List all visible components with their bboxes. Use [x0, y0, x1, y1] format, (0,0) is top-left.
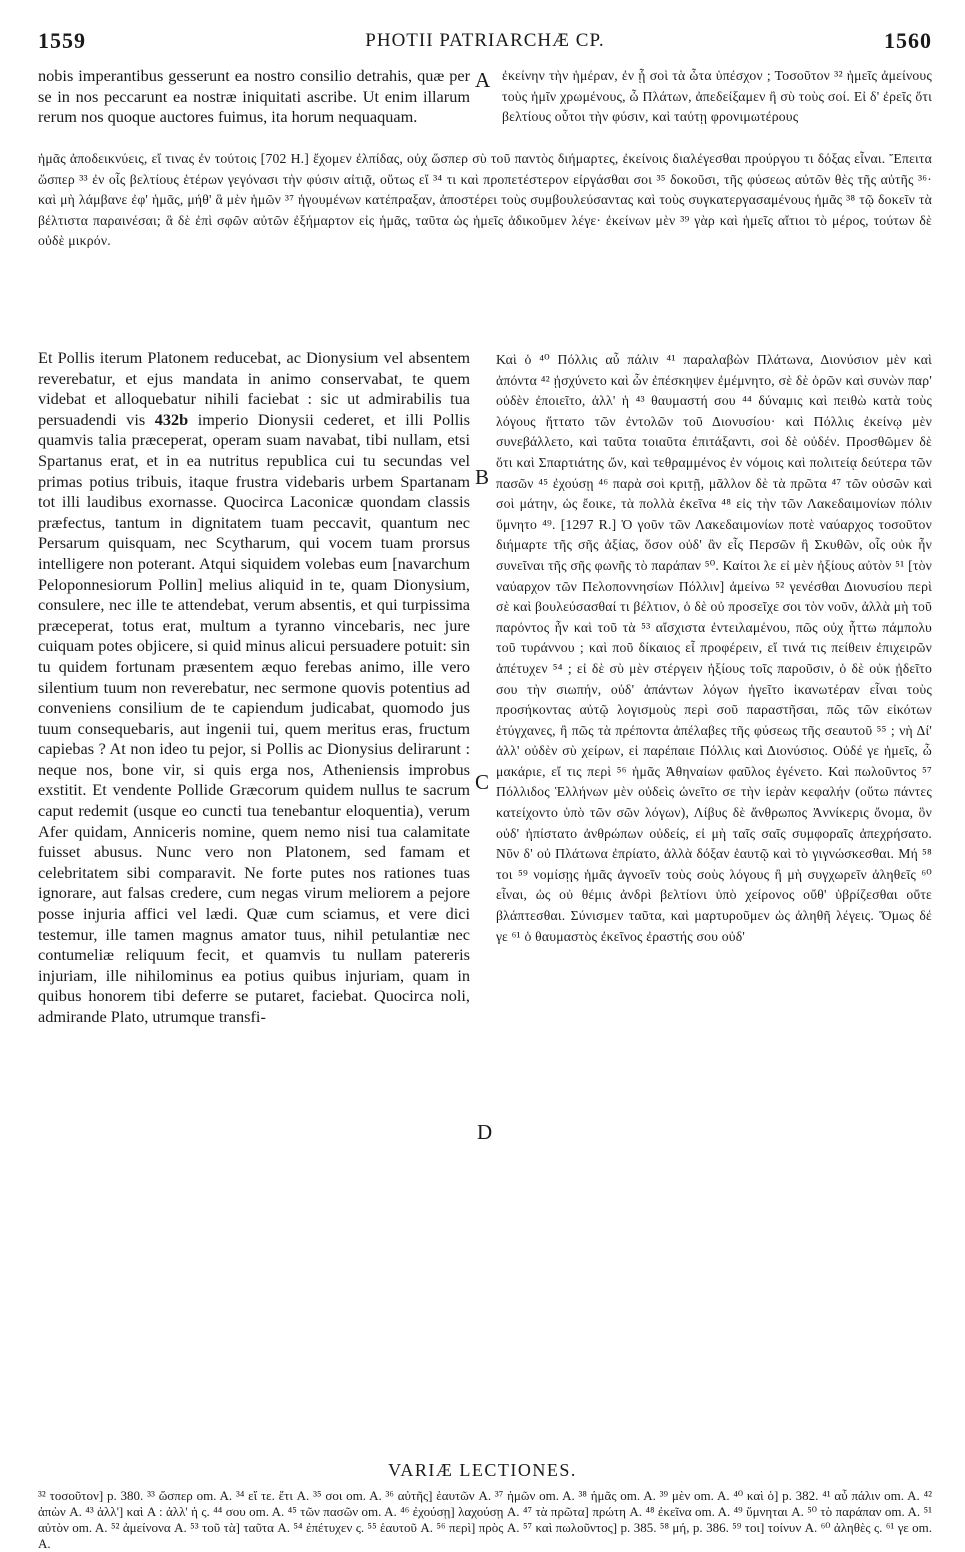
running-title: PHOTII PATRIARCHÆ CP.	[365, 30, 605, 51]
section-marker-d: D	[477, 1120, 493, 1144]
greek-paragraph-full: ἡμᾶς ἀποδεικνύεις, εἴ τινας ἐν τούτοις [702 H.] ἔχομεν ἐλπίδας, οὐχ ὥσπερ σὺ τοῦ παντὸς διήμαρτες, ἐκείνοις διαλέγεσθαι προύργου τι δόξας εἶναι. Ἔπειτα ὥσπερ ³³ ἐν οἷς βελτίους ἑτέρων γεγόνασι τὴν φύσιν αἰτιᾷ, οὕτως εἴ ³⁴ τι καὶ προπετέστερον εἰργάσθαι σοι ³⁵ δοκοῦσι, τῆς φύσεως αὐτῶν θὲς τῆς αὐτῆς ³⁶· καὶ μὴ λάμβανε ἐφ' ἡμᾶς, μήθ' ἃ μὲν ἡμῶν ³⁷ ἡγουμένων κατέπραξαν, ἀποστέρει τοὺς συμβουλεύσαντας καὶ τοὺς συγκατεργασαμένους ἡμᾶς ³⁸ τῷ δοκεῖν τὰ βέλτιστα παραινέσαι; ἃ δὲ ἐπὶ σφῶν αὐτῶν ἐξήμαρτον εἰς ἡμᾶς, ταῦτα ὡς ἡμεῖς ἀδικοῦμεν λέγε· ἐκείνων μὲν ³⁹ γὰρ καὶ ἡμεῖς αἴτιοι τὸ μέρος, τούτων δὲ οὐδὲ μικρόν.	[38, 151, 932, 249]
latin-column-main	[38, 348, 470, 1028]
latin-text-part-2: imperio Dionysii cederet, et illi Pollis quamvis talia præceperat, operam suam navabat, tibi nullam, etsi Spartanus erat, et in ea nutritus republica cui tu secundas vel primas potius tribuis, itaque frustra videbaris urbem Spartanam tot illi laudibus exornasse. Quocirca Laconicæ quondam classis præfectus, tantum in dignitatem tuam peccavit, quantum nec Persarum quisquam, nec Scytharum, qui vocem tuam prorsus intelligere non poterant. Atqui siquidem volebas eum [navarchum Peloponnesiorum Pollin] melius aliquid in te, quam Dionysium, consulere, nec ille te attendebat, verum absentis, et qui turpissima præceperat, totus erat, multum a tyranno vincebaris, nec jure cuiquam potes objicere, si quid minus alicui persuadere potuit: sin tu quidem fortunam præsentem æquo ferebas animo, ille vero silentium tuum non reverebatur, nec sermone quovis potentius ad conveniens consilium de te capiendum judicabat, quomodo jus tuum consequebaris, aut ingenii tui, quem meritus eras, fructum capiebas ? At non ideo tu pejor, si Pollis ac Dionysius delirarunt : neque nos, bone vir, si quis erga nos, Atheniensis improbus exstitit. Et vendente Pollide Græcorum quidem nullus te sacrum caput redemit (usque eo cuncti tua tenebantur eloquentia), verum Afer quidam, Anniceris nomine, quem nemo nisi tua calamitate fuisset abusus. Nunc vero non Platonem, sed famam et celebritatem sibi comparavit. Ne forte putes nos rationes tuas ignorare, aut falsas credere, cum negas virum meliorem a pejore posse injuria affici vel lædi. Quæ cum sciamus, et vere dici testemur, ille tamen magnus amator tuus, nihil petulantiæ nec contumeliæ reliquum fecit, et quamvis tu nullam patereris injuriam, ille nihilominus ea potius quibus injuriam, quam in quibus honorem tibi deferre se putaret, faciebat. Quocirca noli, admirande Plato, utrumque transfi-	[38, 409, 470, 1026]
page-number-right: 1560	[884, 28, 932, 53]
page-number-left: 1559	[38, 28, 86, 53]
latin-paragraph-top: nobis imperantibus gesserunt ea nostro consilio detrahis, quæ per se in nos peccarunt ea nostræ iniquitati ascribe. Ut enim illarum rerum nos quoque auctores fuimus, ita horum nequaquam.	[38, 66, 470, 127]
latin-paragraph-main	[38, 348, 470, 1028]
greek-column-main	[496, 350, 932, 947]
greek-column-top	[502, 66, 932, 128]
latin-text-part-1: Et Pollis iterum Platonem reducebat, ac Dionysium vel absentem reverebatur, et ejus mandata in animo conservabat, te quem videbat et alloquebatur nihili faciebat : sic ut admirabilis tua persuadendi vis	[38, 348, 470, 429]
variae-lectiones-text: ³² τοσοῦτον] p. 380. ³³ ὥσπερ om. A. ³⁴ εἴ τε. ἔτι A. ³⁵ σοι om. A. ³⁶ αὐτῆς] ἑαυτῶν A. ³⁷ ἡμῶν om. A. ³⁸ ἡμᾶς om. A. ³⁹ μὲν om. A. ⁴⁰ καὶ ὁ] p. 382. ⁴¹ αὖ πάλιν om. A. ⁴² ἀπὼν A. ⁴³ ἀλλ'] καὶ A : ἀλλ' ἡ ς. ⁴⁴ σου om. A. ⁴⁵ τῶν πασῶν om. A. ⁴⁶ ἐχούσῃ] λαχούσῃ A. ⁴⁷ τὰ πρῶτα] πρώτη A. ⁴⁸ ἐκεῖνα om. A. ⁴⁹ ὕμνηται A. ⁵⁰ τὸ παράπαν om. A. ⁵¹ αὐτὸν om. A. ⁵² ἀμείνονα A. ⁵³ τοῦ τὰ] ταῦτα A. ⁵⁴ ἐπέτυχεν ς. ⁵⁵ ἑαυτοῦ A. ⁵⁶ περὶ] πρὸς A. ⁵⁷ καὶ πωλοῦντος] p. 385. ⁵⁸ μή, p. 386. ⁵⁹ τοι] τοίνυν A. ⁶⁰ ἀληθὲς ς. ⁶¹ γε om. A.	[38, 1488, 932, 1551]
section-marker-c: C	[475, 770, 490, 794]
latin-column-top	[38, 66, 470, 128]
section-marker-b: B	[475, 465, 490, 489]
variae-lectiones-title: VARIÆ LECTIONES.	[388, 1460, 577, 1480]
greek-full-width-block	[38, 149, 932, 252]
greek-paragraph-main: Καὶ ὁ ⁴⁰ Πόλλις αὖ πάλιν ⁴¹ παραλαβὼν Πλάτωνα, Διονύσιον μὲν καὶ ἀπόντα ⁴² ᾐσχύνετο καὶ ὧν ἐπέσκηψεν ἐμέμνητο, σὲ δὲ ὁρῶν καὶ συνὼν παρ' οὐδὲν ἐποιεῖτο, ἀλλ' ἡ ⁴³ θαυμαστή σου ⁴⁴ δύναμις καὶ πειθὼ κατὰ τοὺς λόγους ἥττατο τῶν ἐντολῶν τοῦ Διονυσίου· καὶ Πόλλις ἐκείνῳ μὲν συνεβάλλετο, καὶ ταῦτα τοιαῦτα ἐπιτάξαντι, σοὶ δὲ οὐδέν. Προσθῶμεν δὲ ὅτι καὶ Σπαρτιάτης ὤν, καὶ τεθραμμένος ἐν νόμοις καὶ πολιτείᾳ δεύτερα τῶν πασῶν ⁴⁵ ἐχούσῃ ⁴⁶ παρὰ σοὶ κριτῇ, μᾶλλον δὲ τὰ πρῶτα ⁴⁷ τῶν οὐσῶν καὶ σοὶ μάτην, ὡς ἔοικε, τὰ πολλὰ ἐκεῖνα ⁴⁸ εἰς τὴν τῶν Λακεδαιμονίων πόλιν ὕμνητο ⁴⁹. [1297 R.] Ὁ γοῦν τῶν Λακεδαιμονίων ποτὲ ναύαρχος τοσοῦτον διήμαρτε τῆς σῆς ἀξίας, ὅσον οὐδ' ἂν εἷς Περσῶν ἢ Σκυθῶν, οἷς οὐκ ἦν συνεῖναι τῆς σῆς φωνῆς τὸ παράπαν ⁵⁰. Καίτοι λε εἰ μὲν ἠξίους αὐτὸν ⁵¹ [τὸν ναύαρχον τῶν Πελοποννησίων Πόλλιν] ἀμείνω ⁵² γενέσθαι Διονυσίου περὶ σὲ καὶ βουλεύσασθαί τι βέλτιον, ὁ δὲ οὐ προσεῖχε σοι τὸν νοῦν, ἀλλὰ μὴ τοῦ παρόντος ἦν καὶ τοῦ τὰ ⁵³ αἴσχιστα ἐντειλαμένου, πῶς οὐχ ἧττω πάμπολυ τοῦ τυράννου ; καὶ ποῦ δίκαιος εἶ προφέρειν, εἴ τινά τις πείθειν ἐπιχειρῶν ἀπέτυχεν ⁵⁴ ; εἰ δὲ σὺ μὲν στέργειν ἠξίους τοῖς παροῦσιν, ὁ δὲ οὐκ ᾐδεῖτο σου τὴν σιωπήν, οὐδ' ἁπάντων λόγων ἡγεῖτο ἱκανωτέραν εἶναι τοὺς προσήκοντας αὐτῷ λογισμοὺς περὶ σοῦ παραστῆσαι, πῶς τῶν εἰκότων ἐτύγχανες, ἢ πῶς τὰ πρέποντα ἀπέλαβες τῆς φύσεως τῆς σεαυτοῦ ⁵⁵ ; νὴ Δί' ἀλλ' οὐδὲν σὺ χείρων, εἰ παρέπαιε Πόλλις καὶ Διονύσιος. Οὐδέ γε ἡμεῖς, ὦ μακάριε, εἴ τις περὶ ⁵⁶ ἡμᾶς Ἀθηναίων φαῦλος ἐγένετο. Καὶ πωλοῦντος ⁵⁷ Πόλλιδος Ἑλλήνων μὲν οὐδεὶς ὠνεῖτο σε τὴν ἱερὰν κεφαλήν (οὕτω πάντες κατείχοντο ὑπὸ τῶν σῶν λόγων), Λίβυς δὲ ἄνθρωπος Ἀννίκερις ὄνομα, ὃν οὐδ' ἠπίστατο ἀνθρώπων οὐδείς, εἰ μὴ ταῖς σαῖς συμφοραῖς ἀπεχρήσατο. Νῦν δ' οὐ Πλάτωνα ἐπρίατο, ἀλλὰ δόξαν ἑαυτῷ καὶ τὸ γιγνώσκεσθαι. Μή ⁵⁸ τοι ⁵⁹ νομίσῃς ἡμᾶς ἀγνοεῖν τοὺς σοὺς λόγους ἢ μὴ συγχωρεῖν ἀληθεῖς ⁶⁰ εἶναι, ὡς οὐ θέμις ἀνδρὶ βελτίονι ὑπὸ χείρονος οὔθ' ὑβρίζεσθαι οὔτε βλάπτεσθαι. Σύνισμεν ταῦτα, καὶ μαρτυροῦμεν ὡς ἀληθῆ λέγεις. Ὅμως δέ γε ⁶¹ ὁ θαυμαστὸς ἐκεῖνος ἐραστής σου οὐδ'	[496, 352, 932, 944]
greek-paragraph-top: ἐκείνην τὴν ἡμέραν, ἐν ᾗ σοὶ τὰ ὦτα ὑπέσχον ; Τοσοῦτον ³² ἡμεῖς ἀμείνους τοὺς ἡμῖν χρωμένους, ὦ Πλάτων, ἀπεδείξαμεν ἢ σὺ τοὺς σοί. Εἰ δ' ἐρεῖς ὅτι βελτίους οὗτοι τὴν φύσιν, καὶ ταύτῃ φρονιμωτέρους	[502, 68, 932, 125]
section-marker-a: A	[475, 68, 491, 92]
margin-reference: 432b	[154, 409, 189, 429]
page-header	[38, 28, 932, 58]
